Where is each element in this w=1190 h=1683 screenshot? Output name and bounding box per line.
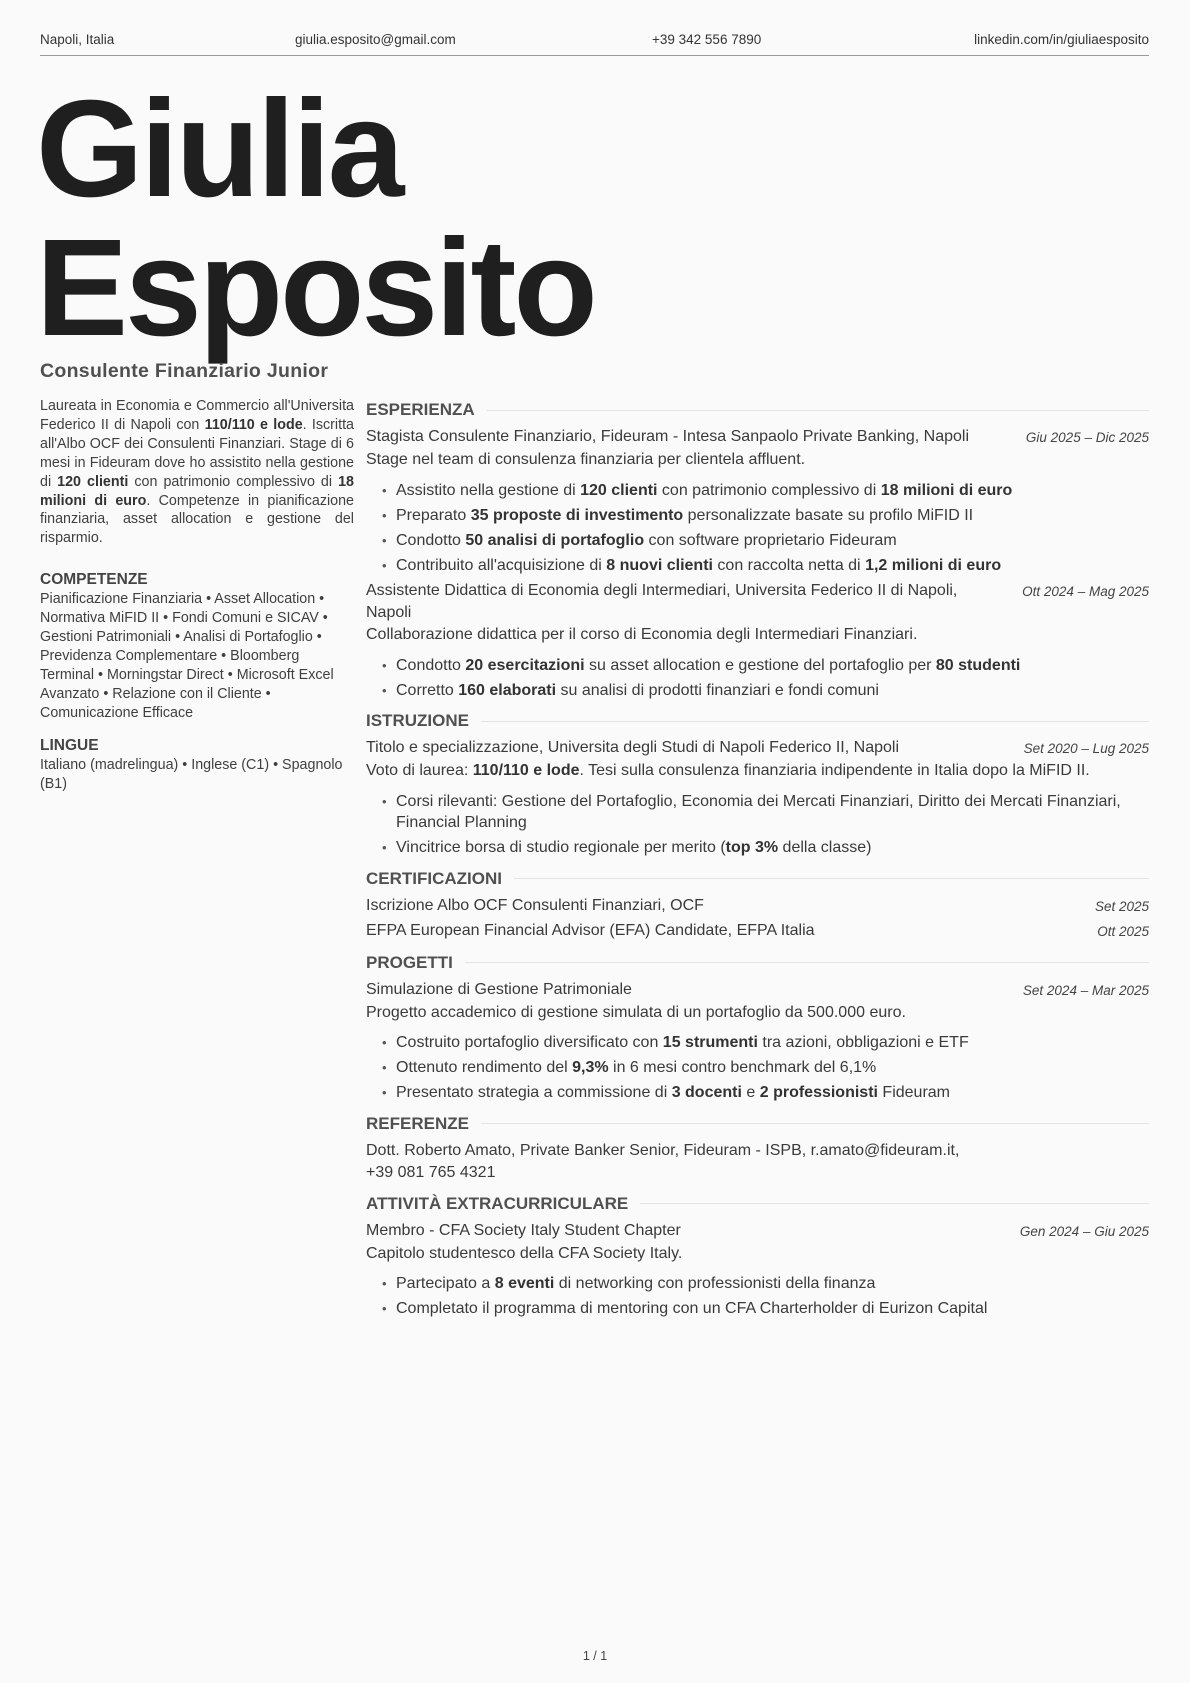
entry [366,580,1149,701]
text-segment: Fideuram [877,1084,950,1101]
entry-description: Collaborazione didattica per il corso di Economia degli Intermediari Finanziari. [366,626,918,643]
text-segment: Corsi rilevanti: Gestione del Portafoglio, Economia dei Mercati Finanziari, Diritto dei Mercati Finanziari, Financial Planning [396,792,1121,831]
entry-date: Giu 2025 – Dic 2025 [1025,430,1149,445]
summary [40,397,354,548]
bullet-item [396,530,1149,552]
text-segment: di networking con professionisti della finanza [554,1275,876,1292]
skills-heading: COMPETENZE [40,571,148,589]
entry [366,920,1149,943]
bullet-list [366,480,1149,577]
contact-phone: +39 342 556 7890 [652,32,762,47]
text-segment: Preparato [396,506,471,524]
entry-header [366,1140,1149,1184]
entry-date: Gen 2024 – Giu 2025 [1019,1223,1149,1239]
entry [366,737,1149,859]
text-segment: personalizzate basate su profilo MiFID II [683,506,974,524]
bold-text: 80 studenti [935,656,1021,674]
bold-text: 120 clienti [57,473,129,490]
bullet-item [396,555,1149,577]
entry [366,1140,1149,1184]
section-heading [366,865,1149,893]
entry-header [366,426,1149,449]
text-segment: Completato il programma di mentoring con un CFA Charterholder di Eurizon Capital [396,1300,988,1317]
page-number: 1 / 1 [582,1649,608,1663]
section-title: ATTIVITÀ EXTRACURRICULARE [366,1193,629,1213]
entry-header [366,920,1149,943]
text-segment: con software proprietario Fideuram [644,531,897,549]
text-segment: Laureata in Economia e Commercio all'Universita Federico II di Napoli con [40,398,354,433]
bullet-item [396,655,1149,677]
entry [366,979,1149,1104]
section-divider [481,721,1149,722]
section-title: PROGETTI [366,952,453,972]
text-segment: Condotto [396,656,466,674]
section-heading [366,949,1149,977]
bold-text: top 3% [725,839,779,856]
text-segment: Ottenuto rendimento del [396,1059,573,1076]
section-title: REFERENZE [366,1113,469,1133]
bullet-item [396,505,1149,527]
entry-title: EFPA European Financial Advisor (EFA) Candidate, EFPA Italia [366,921,815,939]
bullet-list [366,791,1149,859]
bullet-item [396,1082,1149,1104]
entry-header [366,895,1149,918]
bold-text: 15 strumenti [662,1034,758,1051]
languages-list: Italiano (madrelingua) • Inglese (C1) • Spagnolo (B1) [40,756,343,792]
bold-text: 50 analisi di portafoglio [465,531,645,549]
text-segment: con raccolta netta di [712,556,866,574]
entry [366,895,1149,918]
text-segment: con patrimonio complessivo di [128,473,339,490]
bold-text: 18 milioni di euro [40,473,354,509]
left-column [40,397,354,793]
bullet-item [396,1057,1149,1079]
header-divider [40,55,1149,56]
bullet-list [366,1032,1149,1104]
entry-title: Stagista Consulente Finanziario, Fideuram - Intesa Sanpaolo Private Banking, Napoli [366,428,969,445]
last-name: Esposito [36,211,595,365]
text-segment: tra azioni, obbligazioni e ETF [757,1034,969,1051]
text-segment: Voto di laurea: [366,762,473,779]
first-name: Giulia [36,72,402,226]
entry-header [366,580,1149,624]
section-divider [487,410,1149,411]
section-divider [465,962,1149,963]
section-divider [514,878,1149,879]
skills-list: Pianificazione Finanziaria • Asset Allocation • Normativa MiFID II • Fondi Comuni e SICAV • Gestioni Patrimoniali • Analisi di Portafoglio • Previdenza Complementare • Bloomberg Terminal • Morningstar Direct • Microsoft Excel Avanzato • Relazione con il Cliente • Comunicazione Efficace [40,591,334,721]
text-segment: . Iscritta all'Albo OCF dei Consulenti Finanziari. Stage di 6 mesi in Fideuram dove ho assistito nella gestione di [40,416,355,490]
bold-text: 18 milioni di euro [880,481,1013,499]
text-segment: su analisi di prodotti finanziari e fondi comuni [556,681,879,699]
bold-text: 110/110 e lode [472,762,580,779]
text-segment: della classe) [778,839,872,856]
entry-description: Progetto accademico di gestione simulata di un portafoglio da 500.000 euro. [366,1003,906,1021]
bullet-item [396,1032,1149,1054]
entry-date: Set 2025 [1094,898,1149,914]
bold-text: 9,3% [572,1059,609,1076]
text-segment: Contribuito all'acquisizione di [396,556,607,574]
entry-description [366,760,1149,783]
bold-text: 8 eventi [494,1275,555,1292]
bullet-item [396,1298,1149,1320]
contact-linkedin[interactable]: linkedin.com/in/giuliaesposito [974,32,1149,47]
entry-date: Ott 2024 – Mag 2025 [1022,584,1149,599]
bold-text: 120 clienti [580,481,658,499]
section-divider [481,1123,1149,1124]
job-title: Consulente Finanziario Junior [40,360,329,382]
bold-text: 35 proposte di investimento [470,506,684,524]
bold-text: 160 elaborati [458,681,557,699]
entry [366,1220,1149,1320]
bullet-item [396,1273,1149,1295]
text-segment: . Competenze in pianificazione finanziaria, asset allocation e gestione del risparmio. [40,492,355,547]
bold-text: 20 esercitazioni [465,656,585,674]
entry-title: Membro - CFA Society Italy Student Chapter [366,1221,681,1239]
section-heading [366,707,1149,735]
section-divider [640,1203,1149,1204]
text-segment: con patrimonio complessivo di [657,481,881,499]
entry-title: Iscrizione Albo OCF Consulenti Finanziari, OCF [366,896,704,914]
bullet-item [396,791,1149,834]
section-title: ESPERIENZA [366,400,475,419]
bold-text: 2 professionisti [759,1084,878,1101]
text-segment: Assistito nella gestione di [396,481,581,499]
entry-header [366,737,1149,760]
entry-date: Ott 2025 [1097,923,1149,939]
text-segment: . Tesi sulla consulenza finanziaria indipendente in Italia dopo la MiFID II. [579,762,1090,779]
right-column [366,396,1149,1324]
bold-text: 1,2 milioni di euro [865,556,1002,574]
section-heading [366,1190,1149,1218]
text-segment: su asset allocation e gestione del portafoglio per [584,656,936,674]
section-title: CERTIFICAZIONI [366,868,502,888]
bold-text: 3 docenti [671,1084,742,1101]
entry-description: Capitolo studentesco della CFA Society Italy. [366,1244,683,1262]
bold-text: 110/110 e lode [204,416,303,433]
entry-title: Dott. Roberto Amato, Private Banker Senior, Fideuram - ISPB, r.amato@fideuram.it, +39 081 765 4321 [366,1141,960,1181]
text-segment: Vincitrice borsa di studio regionale per merito ( [396,839,726,856]
bullet-list [366,655,1149,702]
entry-date: Set 2020 – Lug 2025 [1023,741,1149,756]
section-heading [366,1110,1149,1138]
bold-text: 8 nuovi clienti [606,556,713,574]
bullet-item [396,680,1149,702]
entry-description: Stage nel team di consulenza finanziaria per clientela affluent. [366,451,806,468]
section-heading [366,396,1149,424]
bullet-item [396,480,1149,502]
bullet-list [366,1273,1149,1320]
text-segment: Condotto [396,531,466,549]
text-segment: in 6 mesi contro benchmark del 6,1% [608,1059,877,1076]
entry-header [366,979,1149,1002]
contact-email[interactable]: giulia.esposito@gmail.com [295,32,456,47]
entry [366,426,1149,576]
text-segment: Partecipato a [396,1275,495,1292]
text-segment: e [741,1084,760,1101]
bullet-item [396,837,1149,859]
entry-date: Set 2024 – Mar 2025 [1022,982,1149,998]
languages-heading: LINGUE [40,736,99,754]
entry-title: Assistente Didattica di Economia degli Intermediari, Universita Federico II di Napoli, Napoli [366,582,958,621]
entry-title: Titolo e specializzazione, Universita degli Studi di Napoli Federico II, Napoli [366,739,899,756]
entry-header [366,1220,1149,1243]
text-segment: Presentato strategia a commissione di [396,1084,672,1101]
contact-location: Napoli, Italia [40,32,115,47]
entry-title: Simulazione di Gestione Patrimoniale [366,980,632,998]
text-segment: Costruito portafoglio diversificato con [396,1034,663,1051]
section-title: ISTRUZIONE [366,711,469,730]
text-segment: Corretto [396,681,459,699]
